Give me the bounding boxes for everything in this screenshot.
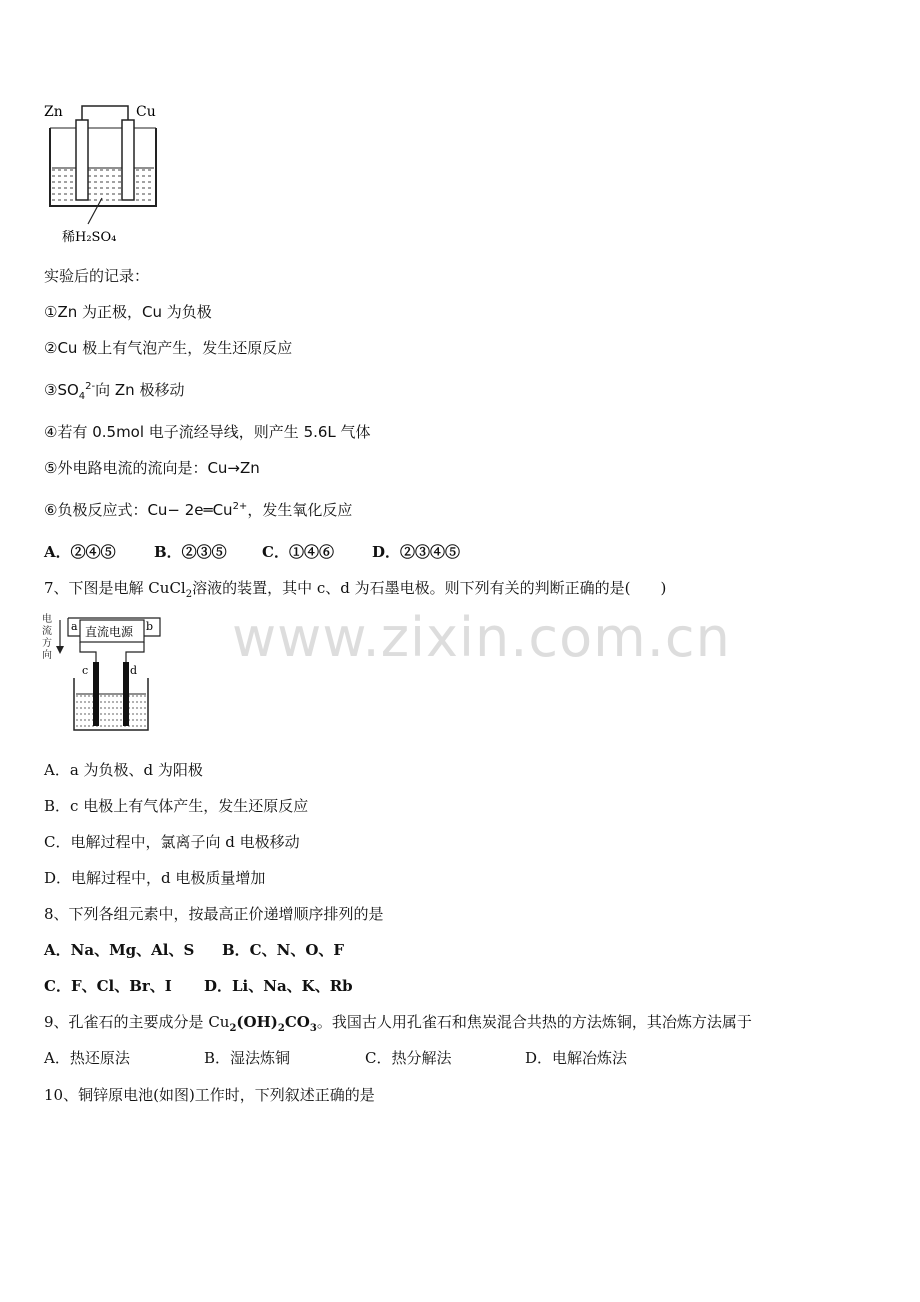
q8-stem: 8、下列各组元素中，按最高正价递增顺序排列的是 (44, 905, 384, 923)
q6-option-a: A．②④⑤ (44, 543, 116, 561)
record-item-4: ④若有 0.5mol 电子流经导线，则产生 5.6L 气体 (44, 423, 371, 441)
q8-options-row-1 (44, 940, 344, 960)
q9-option-b: B．湿法炼铜 (204, 1049, 291, 1067)
cu-label: Cu (136, 104, 156, 120)
q8-option-c: C．F、Cl、Br、I (44, 977, 172, 995)
q7-option-d: D．电解过程中，d 电极质量增加 (44, 869, 266, 887)
q7-option-b: B．c 电极上有气体产生，发生还原反应 (44, 797, 309, 815)
q6-option-b: B．②③⑤ (154, 543, 227, 561)
record-item-2: ②Cu 极上有气泡产生，发生还原反应 (44, 339, 293, 357)
record-item-3: $③SO_4^{2-}$向 Zn 极移动 (44, 381, 185, 402)
q7-option-a: A．a 为负极、d 为阳极 (44, 761, 203, 779)
q6-option-d: D．②③④⑤ (372, 543, 461, 561)
q7-option-c: C．电解过程中，氯离子向 d 电极移动 (44, 833, 300, 851)
terminal-b-label: b (146, 620, 154, 633)
watermark: www.zixin.com.cn (232, 606, 731, 669)
q8-options-row-2 (44, 976, 353, 996)
q8-option-b: B．C、N、O、F (222, 941, 345, 959)
electrolysis-diagram (40, 612, 170, 738)
current-direction-char-2: 流 (42, 626, 52, 637)
electrode-c-label: c (82, 664, 89, 677)
record-item-1: ①Zn 为正极，Cu 为负极 (44, 303, 212, 321)
q7-stem: 7、下图是电解 CuCl$_2$溶液的装置，其中 c、d 为石墨电极。则下列有关的判断正确的是( ) (44, 579, 667, 600)
q9-options (44, 1048, 627, 1068)
electrolyte-label: 稀H₂SO₄ (62, 230, 117, 245)
q9-option-a: A．热还原法 (44, 1049, 130, 1067)
q6-options (44, 542, 460, 562)
galvanic-cell-diagram (44, 98, 174, 248)
galvanic-cell-figure (44, 98, 174, 248)
current-direction-char-1: 电 (42, 614, 52, 625)
q6-option-c: C．①④⑥ (262, 543, 334, 561)
record-item-6: ⑥负极反应式：$Cu- 2e═Cu^{2+}$，发生氧化反应 (44, 501, 353, 519)
electrode-d-label: d (130, 664, 138, 677)
q8-option-a: A．Na、Mg、Al、S (44, 941, 195, 959)
q9-option-c: C．热分解法 (365, 1049, 452, 1067)
q10-stem: 10、铜锌原电池(如图)工作时，下列叙述正确的是 (44, 1086, 375, 1104)
q9-option-d: D．电解冶炼法 (525, 1049, 628, 1067)
record-item-5: ⑤外电路电流的流向是：Cu→Zn (44, 459, 260, 477)
q9-stem: 9、孔雀石的主要成分是 $Cu_2(OH)_2CO_3$。我国古人用孔雀石和焦炭混合共热的方法炼铜，其冶炼方法属于 (44, 1013, 752, 1034)
zn-label: Zn (44, 104, 63, 120)
q8-option-d: D．Li、Na、K、Rb (204, 977, 353, 995)
power-source-label: 直流电源 (85, 625, 134, 639)
current-direction-char-3: 方 (42, 638, 52, 649)
electrolysis-figure (40, 612, 170, 738)
record-heading: 实验后的记录： (44, 267, 150, 285)
terminal-a-label: a (71, 620, 78, 633)
current-direction-char-4: 向 (42, 650, 52, 661)
